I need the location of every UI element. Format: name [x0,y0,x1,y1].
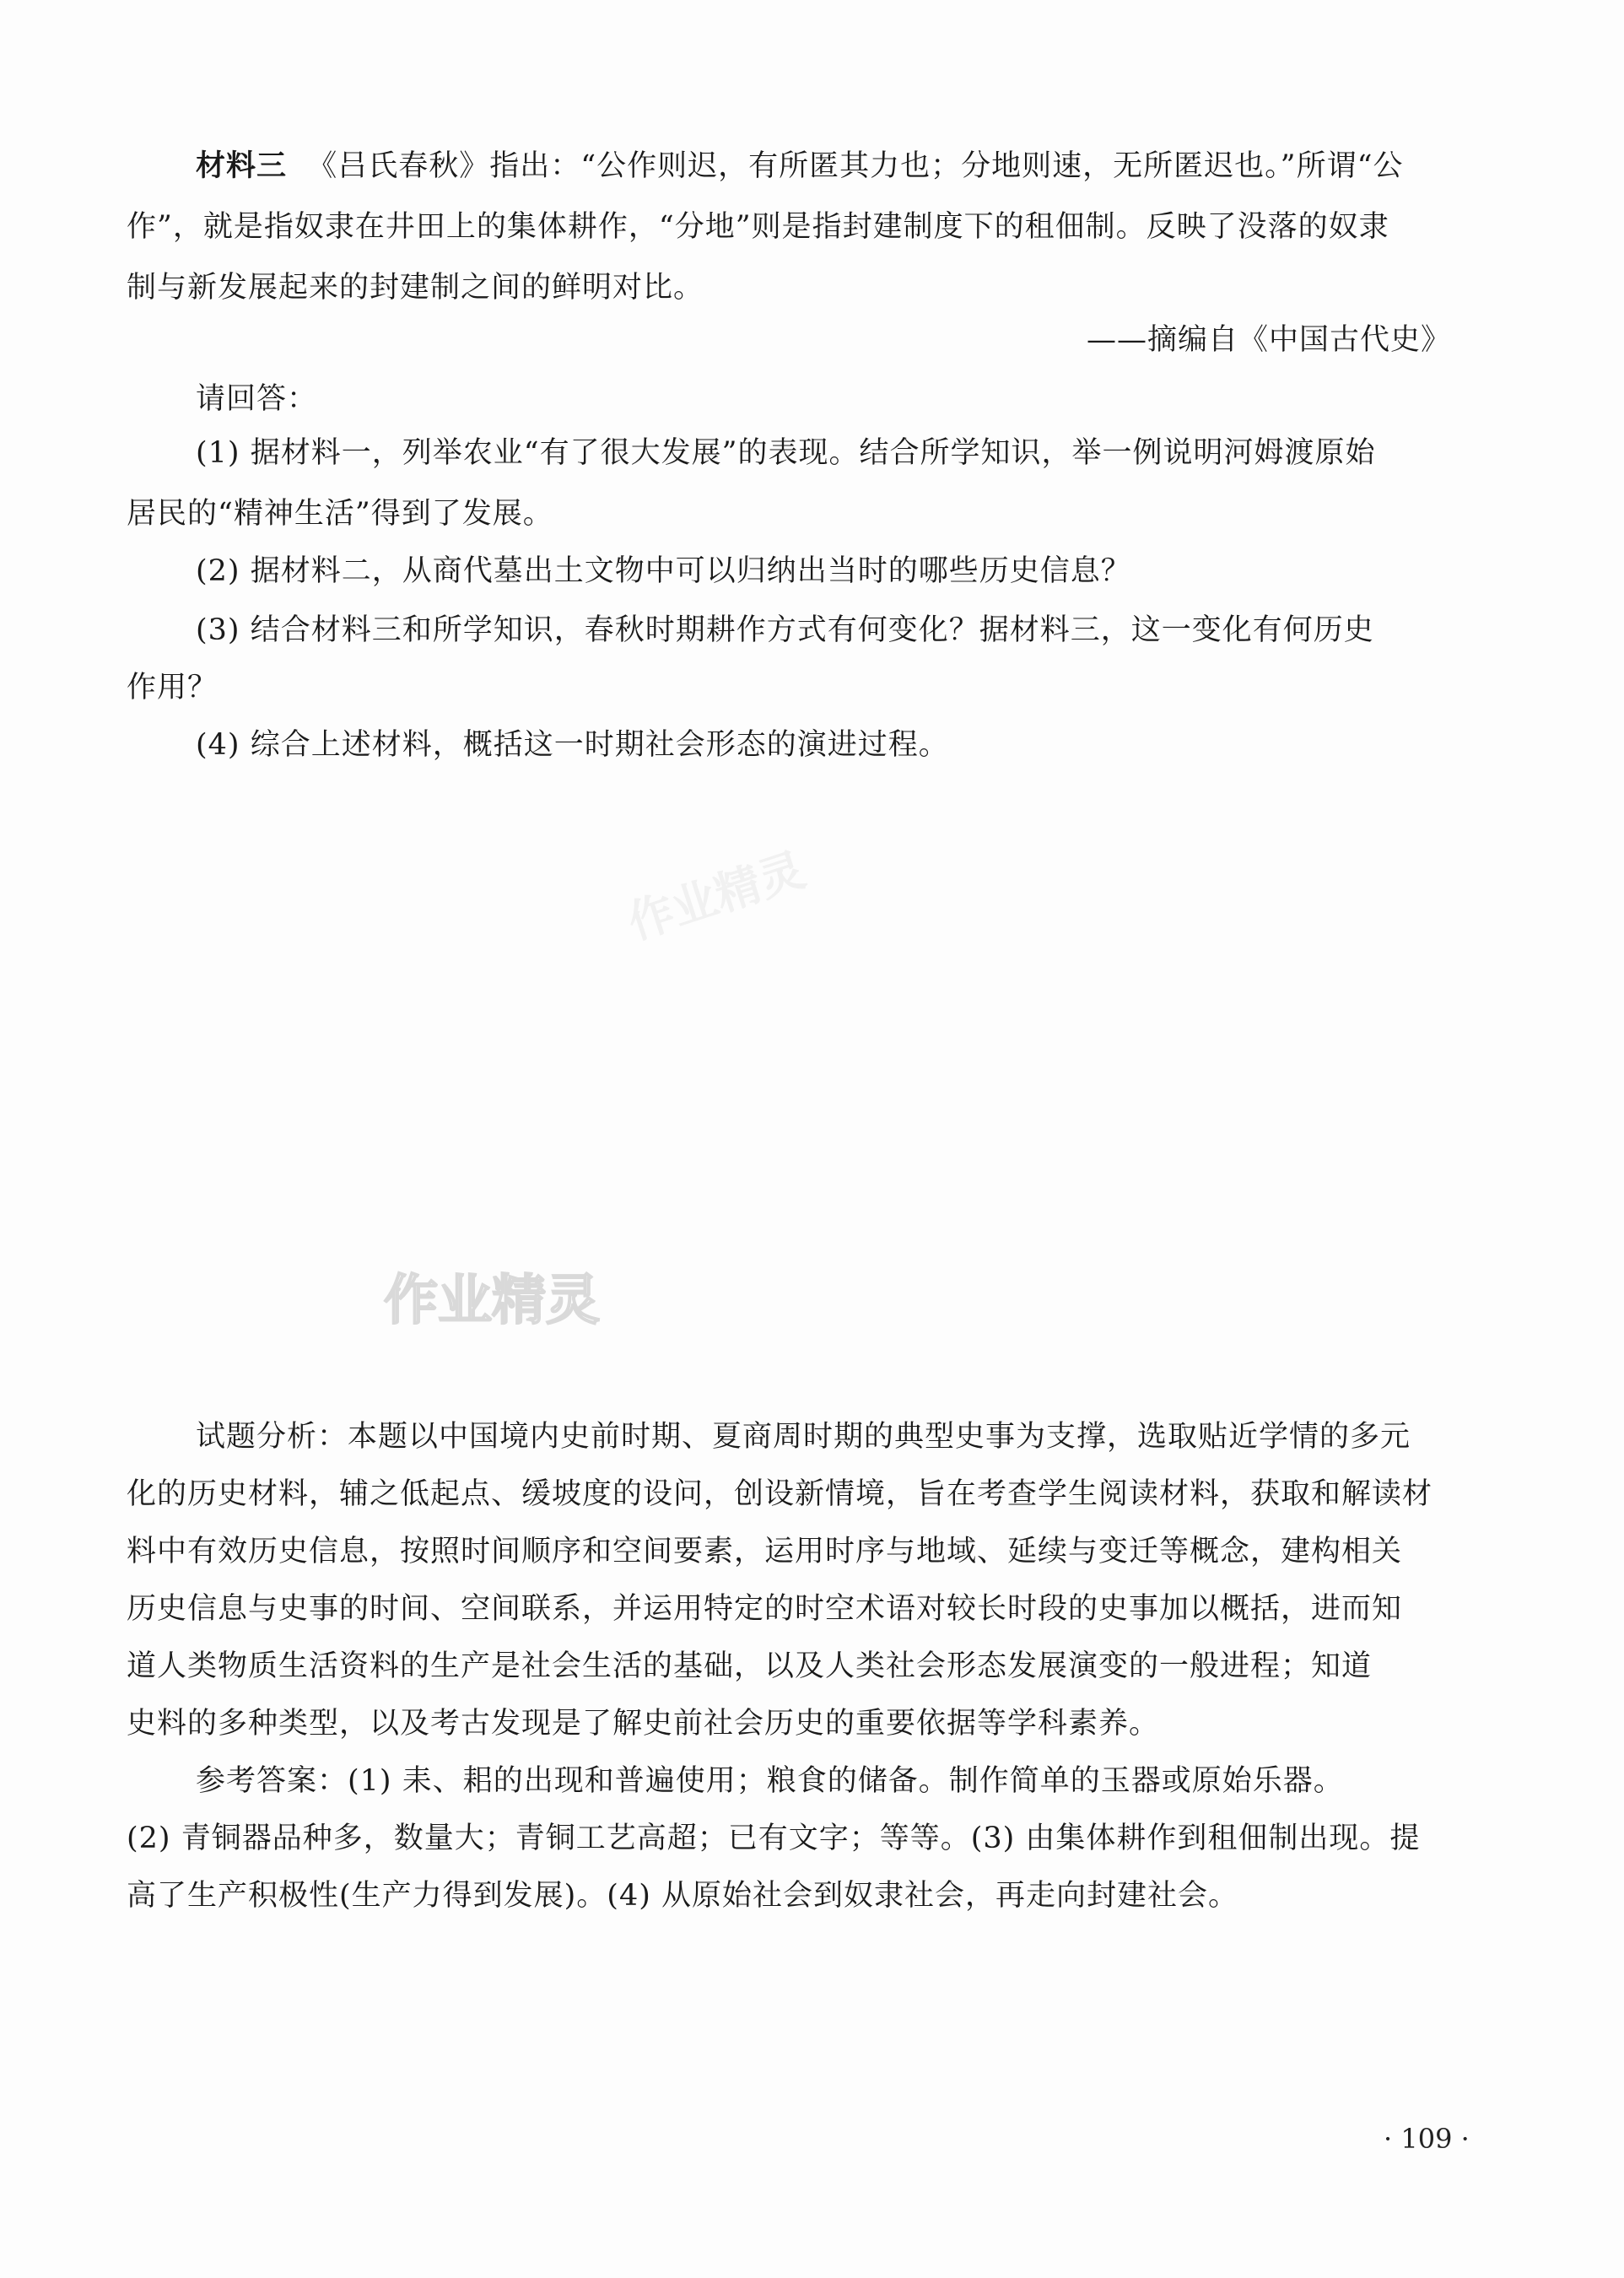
question-3-line1: (3) 结合材料三和所学知识，春秋时期耕作方式有何变化？据材料三，这一变化有何历史 [196,613,1374,647]
analysis-line6: 史料的多种类型，以及考古发现是了解史前社会历史的重要依据等学科素养。 [127,1707,1160,1741]
material3-label: 材料三 [196,148,288,183]
answer-line1: 参考答案：(1) 耒、耜的出现和普遍使用；粮食的储备。制作简单的玉器或原始乐器。 [196,1764,1344,1798]
question-2: (2) 据材料二，从商代墓出土文物中可以归纳出当时的哪些历史信息？ [196,554,1131,588]
analysis-line1: 试题分析：本题以中国境内史前时期、夏商周时期的典型史事为支撑，选取贴近学情的多元 [196,1420,1411,1454]
page-number: · 109 · [1384,2123,1470,2155]
watermark-faint: 作业精灵 [621,842,812,950]
answer-line2: (2) 青铜器品种多，数量大；青铜工艺高超；已有文字；等等。(3) 由集体耕作到租佃制出现。提 [127,1822,1421,1855]
material3-line3: 制与新发展起来的封建制之间的鲜明对比。 [127,271,704,305]
question-3-line2: 作用？ [127,671,219,704]
questions-prompt: 请回答： [196,382,318,416]
analysis-line4: 历史信息与史事的时间、空间联系，并运用特定的时空术语对较长时段的史事加以概括，进而知 [127,1592,1403,1626]
material3-source: ——摘编自《中国古代史》 [1086,323,1451,357]
answer-line3: 高了生产积极性(生产力得到发展)。(4) 从原始社会到奴隶社会，再走向封建社会。 [127,1879,1239,1913]
watermark-logo: 作业精灵 [384,1270,600,1332]
question-4: (4) 综合上述材料，概括这一时期社会形态的演进过程。 [196,728,949,762]
question-1-line2: 居民的“精神生活”得到了发展。 [127,497,553,531]
analysis-line3: 料中有效历史信息，按照时间顺序和空间要素，运用时序与地域、延续与变迁等概念，建构相关 [127,1535,1403,1568]
material3-line1 [196,145,1403,187]
material3-line2: 作”，就是指奴隶在井田上的集体耕作，“分地”则是指封建制度下的租佃制。反映了没落的奴隶 [127,210,1389,244]
analysis-line2: 化的历史材料，辅之低起点、缓坡度的设问，创设新情境，旨在考查学生阅读材料，获取和解读材 [127,1477,1433,1511]
material3-text-line1: 《吕氏春秋》指出：“公作则迟，有所匿其力也；分地则速，无所匿迟也。”所谓“公 [307,149,1404,183]
analysis-line5: 道人类物质生活资料的生产是社会生活的基础，以及人类社会形态发展演变的一般进程；知道 [127,1649,1373,1683]
question-1-line1: (1) 据材料一，列举农业“有了很大发展”的表现。结合所学知识，举一例说明河姆渡原始 [196,436,1376,470]
